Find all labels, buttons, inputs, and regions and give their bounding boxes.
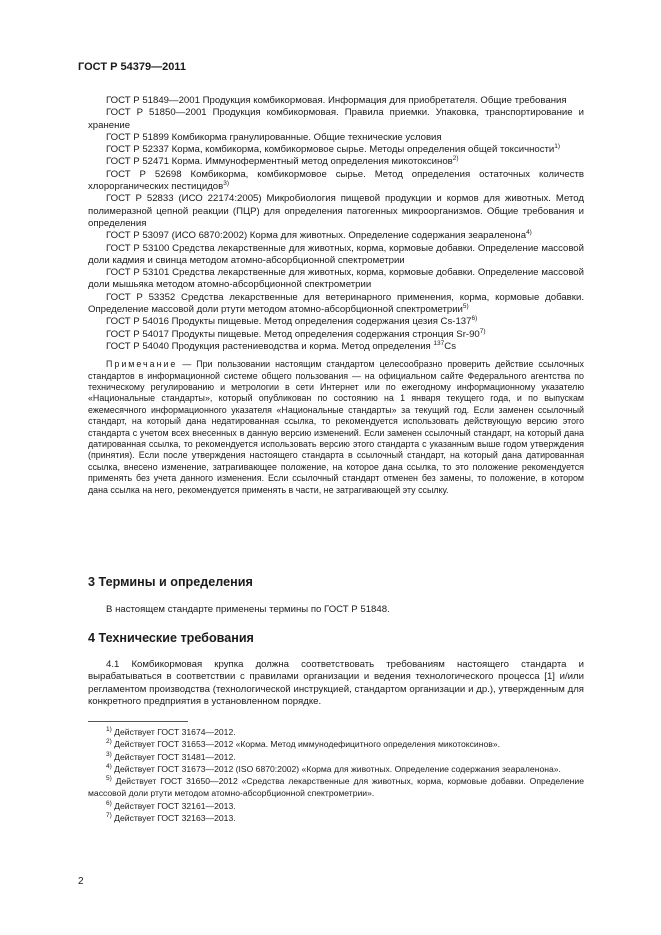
normative-references <box>88 95 584 496</box>
footnote: $^{2)}$ Действует ГОСТ 31653—2012 «Корма. Метод иммунодефицитного определения микотоксинов». <box>106 738 500 750</box>
section-4-heading: 4 Технические требования <box>88 631 254 645</box>
section-3-text: В настоящем стандарте применены термины по ГОСТ Р 51848. <box>106 604 390 615</box>
footnote-mark: 4) <box>106 762 112 770</box>
note-paragraph <box>88 359 584 496</box>
section-3-heading: 3 Термины и определения <box>88 575 253 589</box>
section-4-text: 4.1 Комбикормовая крупка должна соответствовать требованиям настоящего стандарта и вырабатываться в соответствии с правилами организации и ведения технологического процесса [1] и/или регламентом производства (технологической инструкцией, стандартом организации и др.), утвержденным для конкретного предприятия в установленном порядке. <box>88 659 584 708</box>
page-number: 2 <box>78 876 84 887</box>
ref-item: ГОСТ Р 52833 (ИСО 22174:2005) Микробиология пищевой продукции и кормов для животных. Метод полимеразной цепной реакции (ПЦР) для определения патогенных микроорганизмов. Общие требования и определения <box>88 193 584 229</box>
footnote-divider <box>88 721 188 722</box>
footnote: $^{6)}$ Действует ГОСТ 32161—2013. <box>106 799 236 811</box>
footnote: $^{4)}$ Действует ГОСТ 31673—2012 (ISO 6870:2002) «Корма для животных. Определение содержания зеараленона». <box>106 762 561 774</box>
footnote-mark: 1) <box>106 726 112 733</box>
footnote-ref: 6) <box>471 315 478 323</box>
ref-item: ГОСТ Р 52337 Корма, комбикорма, комбикормовое сырье. Методы определения общей токсичности$^{1)}$ <box>106 143 561 156</box>
footnote-mark: 6) <box>106 799 112 807</box>
footnote-ref: 3) <box>223 180 230 188</box>
ref-item: ГОСТ Р 52698 Комбикорма, комбикормовое сырье. Метод определения остаточных количеств хлорорганических пестицидов$^{3)}$ <box>88 168 584 193</box>
ref-item: ГОСТ Р 51849—2001 Продукция комбикормовая. Информация для приобретателя. Общие требования <box>106 95 567 106</box>
footnote: $^{1)}$ Действует ГОСТ 31674—2012. <box>106 726 236 737</box>
footnote: $^{5)}$ Действует ГОСТ 31650—2012 «Средства лекарственные для животных, корма, кормовые добавки. Определение массовой доли ртути методом атомно-абсорбционной спектрометрии». <box>88 775 584 799</box>
note-text: — При пользовании настоящим стандартом целесообразно проверить действие ссылочных стандартов в информационной системе общего пользования — на официальном сайте Федерального агентства по техническому регулированию и метрологии в сети Интернет или по ежегодному информационному указателю «Национальные стандарты», который опубликован по состоянию на 1 января текущего года, и по выпускам ежемесячного информационного указателя «Национальные стандарты» за текущий год. Если заменен ссылочный стандарт, на который дана недатированная ссылка, то рекомендуется использовать действующую версию этого стандарта с учетом всех внесенных в данную версию изменений. Если заменен ссылочный стандарт, на который дана датированная ссылка, то рекомендуется использовать версию этого стандарта с указанным выше годом утверждения (принятия). Если после утверждения настоящего стандарта в ссылочный стандарт, на который дана датированная ссылка, внесено изменение, затрагивающее положение, на которое дана ссылка, то это положение рекомендуется применять без учета данного изменения. Если ссылочный стандарт отменен без замены, то положение, в котором дана ссылка на него, рекомендуется применять в части, не затрагивающей эту ссылку. <box>88 359 584 495</box>
ref-item: ГОСТ Р 54017 Продукты пищевые. Метод определения содержания стронция Sr-90$^{7)}$ <box>106 327 486 340</box>
note-label: Примечание <box>106 359 178 370</box>
footnote-ref: 4) <box>526 229 532 237</box>
section-3 <box>88 575 253 589</box>
ref-item: ГОСТ Р 54016 Продукты пищевые. Метод определения содержания цезия Cs-137$^{6)}$ <box>106 315 478 328</box>
document-header: ГОСТ Р 54379—2011 <box>78 61 186 73</box>
ref-item: ГОСТ Р 53101 Средства лекарственные для животных, корма, кормовые добавки. Определение массовой доли мышьяка методом атомно-абсорбционной спектрометрии <box>88 267 584 291</box>
ref-item: ГОСТ Р 53100 Средства лекарственные для животных, корма, кормовые добавки. Определение массовой доли кадмия и свинца методом атомно-абсорбционной спектрометрии <box>88 242 584 266</box>
ref-item: ГОСТ Р 52471 Корма. Иммуноферментный метод определения микотоксинов$^{2)}$ <box>106 155 459 168</box>
footnote-ref: 7) <box>479 327 486 335</box>
isotope-mass: 137 <box>433 339 445 347</box>
footnote-ref: 1) <box>554 143 561 151</box>
footnote-mark: 5) <box>106 775 112 783</box>
footnotes <box>88 726 584 824</box>
ref-item: ГОСТ Р 53352 Средства лекарственные для ветеринарного применения, корма, кормовые добавки. Определение массовой доли ртути методом атомно-абсорбционной спектрометрии$^{5)}$ <box>88 291 584 316</box>
ref-item: ГОСТ Р 53097 (ИСО 6870:2002) Корма для животных. Определение содержания зеараленона$^{4)}$ <box>106 229 532 242</box>
footnote-mark: 7) <box>106 812 112 820</box>
section-4 <box>88 631 254 645</box>
ref-item: ГОСТ Р 51850—2001 Продукция комбикормовая. Правила приемки. Упаковка, транспортирование и хранение <box>88 107 584 131</box>
ref-item: ГОСТ Р 54040 Продукция растениеводства и корма. Метод определения $^{137}$Cs <box>106 339 457 352</box>
footnote-mark: 2) <box>106 738 112 746</box>
footnote-mark: 3) <box>106 750 112 758</box>
footnote-ref: 5) <box>462 303 469 311</box>
ref-item: ГОСТ Р 51899 Комбикорма гранулированные. Общие технические условия <box>106 131 442 143</box>
footnote-ref: 2) <box>452 155 459 163</box>
footnote: $^{7)}$ Действует ГОСТ 32163—2013. <box>106 812 236 824</box>
footnote: $^{3)}$ Действует ГОСТ 31481—2012. <box>106 750 236 762</box>
